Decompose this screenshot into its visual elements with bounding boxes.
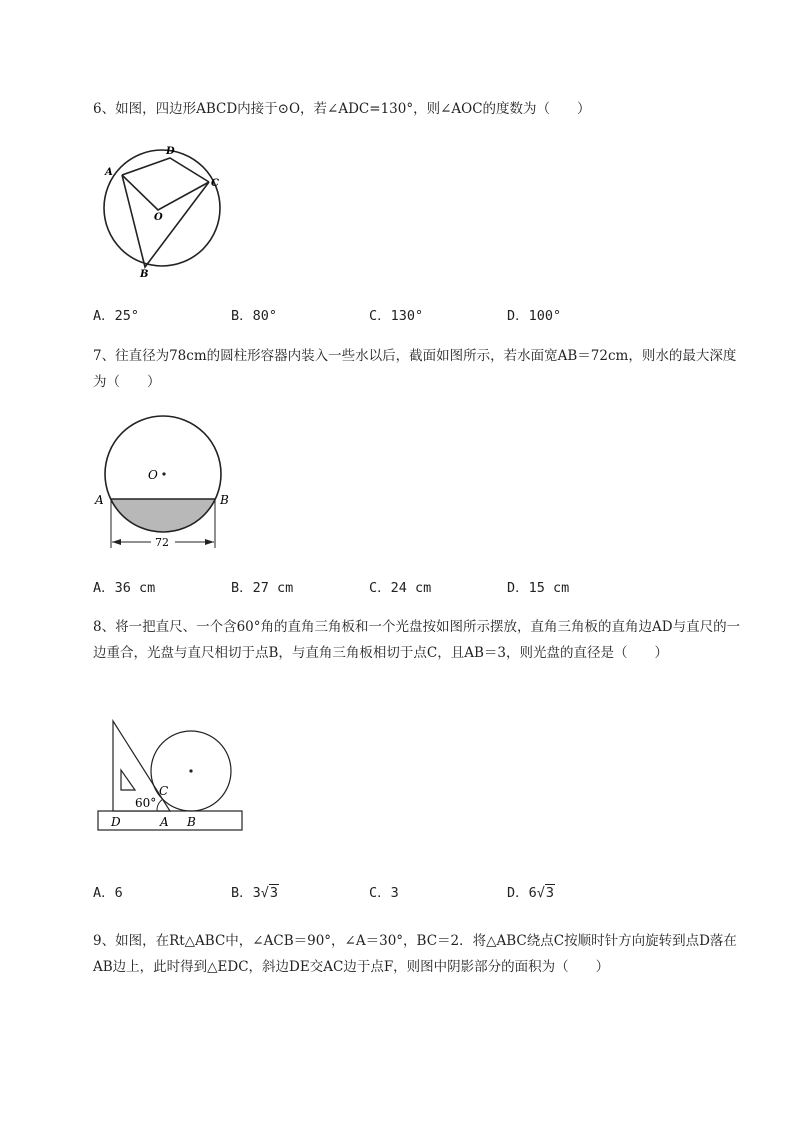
q6-option-d[interactable]: D．100° [507, 308, 562, 324]
q6-label-o: O [154, 212, 163, 223]
q7-label-o: O [148, 468, 158, 482]
q6-option-a[interactable]: A．25° [93, 308, 140, 324]
q8-label-c: C [159, 784, 169, 798]
q8-option-b-prefix: B．3 [231, 885, 261, 901]
q6-label-d: D [166, 146, 175, 157]
q8-label-a: A [160, 815, 169, 829]
question-7-text [93, 343, 743, 395]
question-7-options [93, 576, 733, 596]
q8-option-c[interactable]: C．3 [369, 885, 399, 901]
q8-option-b-radicand: 3 [269, 885, 279, 901]
q7-option-d[interactable]: D．15 cm [507, 580, 570, 596]
q6-label-c: C [211, 178, 219, 189]
question-8-stem: 8、将一把直尺、一个含60°角的直角三角板和一个光盘按如图所示摆放，直角三角板的直角边AD与直尺的一边重合，光盘与直尺相切于点B，与直角三角板相切于点C，且AB＝3，则光盘的直径是（ ） [93, 619, 741, 661]
question-6-options [93, 304, 733, 324]
question-7-stem: 7、往直径为78cm的圆柱形容器内装入一些水以后，截面如图所示，若水面宽AB＝72cm，则水的最大深度为（ ） [93, 348, 737, 390]
q8-label-angle: 60° [135, 796, 157, 810]
q8-option-d-prefix: D．6 [507, 885, 537, 901]
q6-figure-circle-quadrilateral [95, 140, 235, 280]
question-6-text [93, 96, 743, 122]
q7-option-b[interactable]: B．27 cm [231, 580, 294, 596]
q8-option-b[interactable] [231, 881, 279, 901]
q8-figure-ruler-triangle-disc [95, 715, 255, 840]
question-8-options [93, 881, 733, 901]
question-8-text [93, 614, 743, 666]
q8-label-b: B [187, 815, 196, 829]
q8-option-d-radicand: 3 [545, 885, 555, 901]
q7-figure-water-cylinder [90, 415, 240, 555]
question-9-stem: 9、如图，在Rt△ABC中，∠ACB＝90°，∠A＝30°，BC＝2．将△ABC绕点C按顺时针方向旋转到点D落在AB边上，此时得到△EDC，斜边DE交AC边于点F，则图中阴影部分的面积为（ ） [93, 933, 737, 975]
q6-option-c[interactable]: C．130° [369, 308, 424, 324]
q8-option-d[interactable] [507, 881, 555, 901]
q7-option-a[interactable]: A．36 cm [93, 580, 156, 596]
q7-label-a: A [95, 493, 104, 507]
sqrt-symbol: √3 [260, 885, 279, 901]
question-6-stem: 6、如图，四边形ABCD内接于⊙O，若∠ADC=130°，则∠AOC的度数为（ ） [93, 101, 591, 117]
q6-option-b[interactable]: B．80° [231, 308, 278, 324]
sqrt-symbol: √3 [536, 885, 555, 901]
q6-label-a: A [105, 167, 113, 178]
question-9-text [93, 928, 743, 980]
q7-label-b: B [220, 493, 229, 507]
q8-option-a[interactable]: A．6 [93, 885, 123, 901]
q7-option-c[interactable]: C．24 cm [369, 580, 432, 596]
q6-label-b: B [140, 269, 149, 280]
q7-label-width: 72 [155, 536, 169, 549]
q8-label-d: D [111, 815, 121, 829]
